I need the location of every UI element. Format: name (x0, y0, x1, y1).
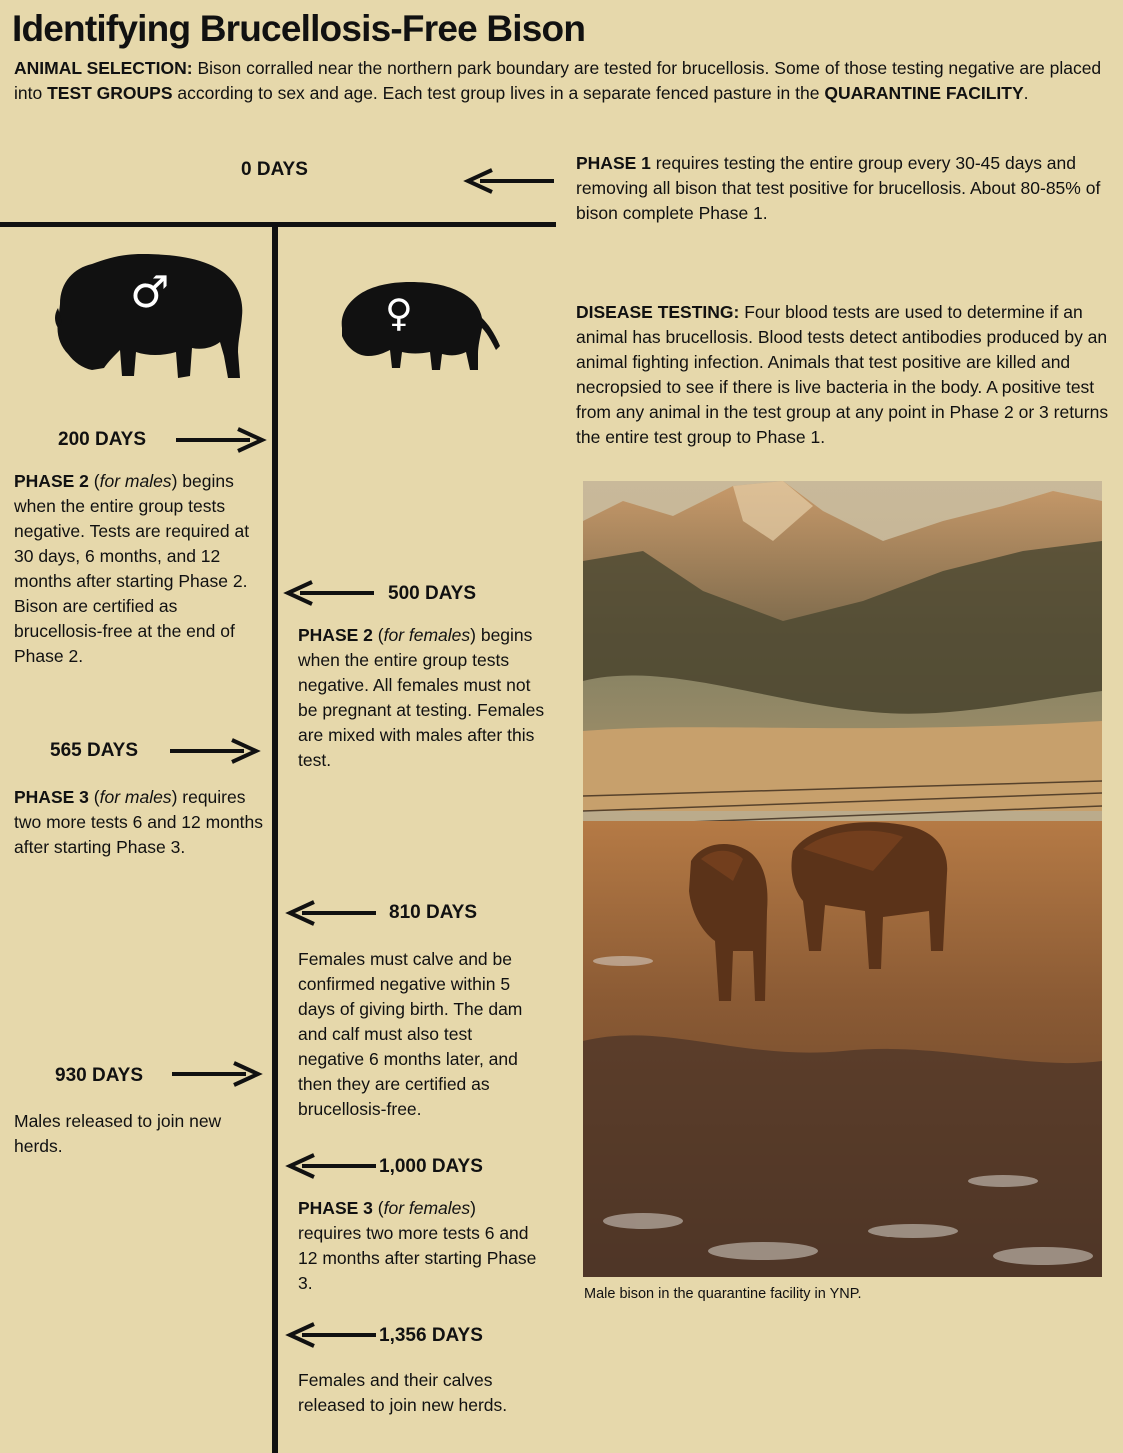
male-phase2-sub: for males (99, 471, 172, 491)
intro-text-3: . (1023, 83, 1029, 103)
intro-text-1: Bison corralled near the northern park boundary are tested for brucellosis. Some of those testing negative are placed into (14, 58, 1102, 103)
female-phase3-sub: for females (383, 1198, 471, 1218)
female-phase2-sub: for females (383, 625, 471, 645)
day-1356-label: 1,356 DAYS (379, 1325, 483, 1346)
bison-photo (583, 481, 1102, 1277)
female-phase2-lead: PHASE 2 (298, 625, 373, 645)
intro-text-2: according to sex and age. Each test group lives in a separate fenced pasture in the (172, 83, 825, 103)
male-symbol: ♂ (130, 267, 170, 318)
arrow-right-icon (174, 427, 266, 453)
arrow-left-icon (286, 1322, 378, 1348)
male-phase2-lead: PHASE 2 (14, 471, 89, 491)
male-phase3-sub: for males (99, 787, 172, 807)
day-930-label: 930 DAYS (55, 1065, 144, 1086)
bison-photo-illustration (583, 481, 1102, 1277)
disease-testing-text (576, 300, 1111, 450)
day-565-label: 565 DAYS (50, 740, 139, 761)
male-phase3-lead: PHASE 3 (14, 787, 89, 807)
female-phase3-text: PHASE 3 (for females) requires two more tests 6 and 12 months after starting Phase 3. (298, 1198, 537, 1293)
female-phase2-body: begins when the entire group tests negative. All females must not be pregnant at testing. Females are mixed with males after this test. (298, 625, 545, 770)
arrow-left-icon (286, 900, 378, 926)
arrow-left-icon (284, 580, 376, 606)
male-bison-icon (52, 252, 248, 382)
male-phase3-text: PHASE 3 (for males) requires two more tests 6 and 12 months after starting Phase 3. (14, 787, 264, 857)
day-810-label: 810 DAYS (389, 902, 478, 923)
female-phase2-text: PHASE 2 (for females) begins when the entire group tests negative. All females must not be pregnant at testing. Females are mixed with males after this test. (298, 625, 545, 770)
day-0-label: 0 DAYS (241, 159, 308, 180)
female-calving-text: Females must calve and be confirmed negative within 5 days of giving birth. The dam and calf must also test negative 6 months later, and then they are certified as brucellosis-free. (298, 949, 523, 1119)
male-phase3-body: requires two more tests 6 and 12 months after starting Phase 3. (14, 787, 264, 857)
female-phase3-lead: PHASE 3 (298, 1198, 373, 1218)
arrow-right-icon (170, 1061, 262, 1087)
day-500-label: 500 DAYS (388, 583, 477, 604)
arrow-left-icon (286, 1153, 378, 1179)
timeline-vertical-rule (272, 222, 278, 1453)
female-release-text: Females and their calves released to join new herds. (298, 1370, 508, 1415)
male-phase2-text: PHASE 2 (for males) begins when the entire group tests negative. Tests are required at 30 days, 6 months, and 12 months after starting Phase 2. Bison are certified as brucellosis-free at the end of Phase 2. (14, 471, 250, 666)
disease-testing-lead: DISEASE TESTING: (576, 302, 740, 322)
intro-lead: ANIMAL SELECTION: (14, 58, 193, 78)
intro-paragraph (14, 56, 1114, 106)
male-release-text: Males released to join new herds. (14, 1111, 222, 1156)
photo-caption: Male bison in the quarantine facility in YNP. (584, 1286, 862, 1302)
page-title: Identifying Brucellosis-Free Bison (12, 8, 586, 49)
disease-testing-body: Four blood tests are used to determine if an animal has brucellosis. Blood tests detect antibodies produced by an animal fighting infection. Animals that test positive are killed and necropsied to see if there is live bacteria in the body. A positive test from any animal in the test group at any point in Phase 2 or 3 returns the entire test group to Phase 1. (576, 302, 1109, 447)
arrow-left-icon (464, 168, 556, 194)
female-bison-icon (338, 280, 504, 372)
arrow-right-icon (168, 738, 260, 764)
day-200-label: 200 DAYS (58, 429, 147, 450)
day-1000-label: 1,000 DAYS (379, 1156, 483, 1177)
phase1-lead: PHASE 1 (576, 153, 651, 173)
phase1-body: requires testing the entire group every 30-45 days and removing all bison that test positive for brucellosis. About 80-85% of bison complete Phase 1. (576, 153, 1101, 223)
male-phase2-body: begins when the entire group tests negative. Tests are required at 30 days, 6 months, and 12 months after starting Phase 2. Bison are certified as brucellosis-free at the end of Phase 2. (14, 471, 250, 666)
timeline-top-rule (0, 222, 556, 227)
intro-quarantine-facility: QUARANTINE FACILITY (824, 83, 1024, 103)
female-phase3-body: requires two more tests 6 and 12 months after starting Phase 3. (298, 1223, 537, 1293)
intro-test-groups: TEST GROUPS (47, 83, 173, 103)
phase1-text (576, 151, 1116, 226)
female-symbol: ♀ (385, 291, 413, 335)
